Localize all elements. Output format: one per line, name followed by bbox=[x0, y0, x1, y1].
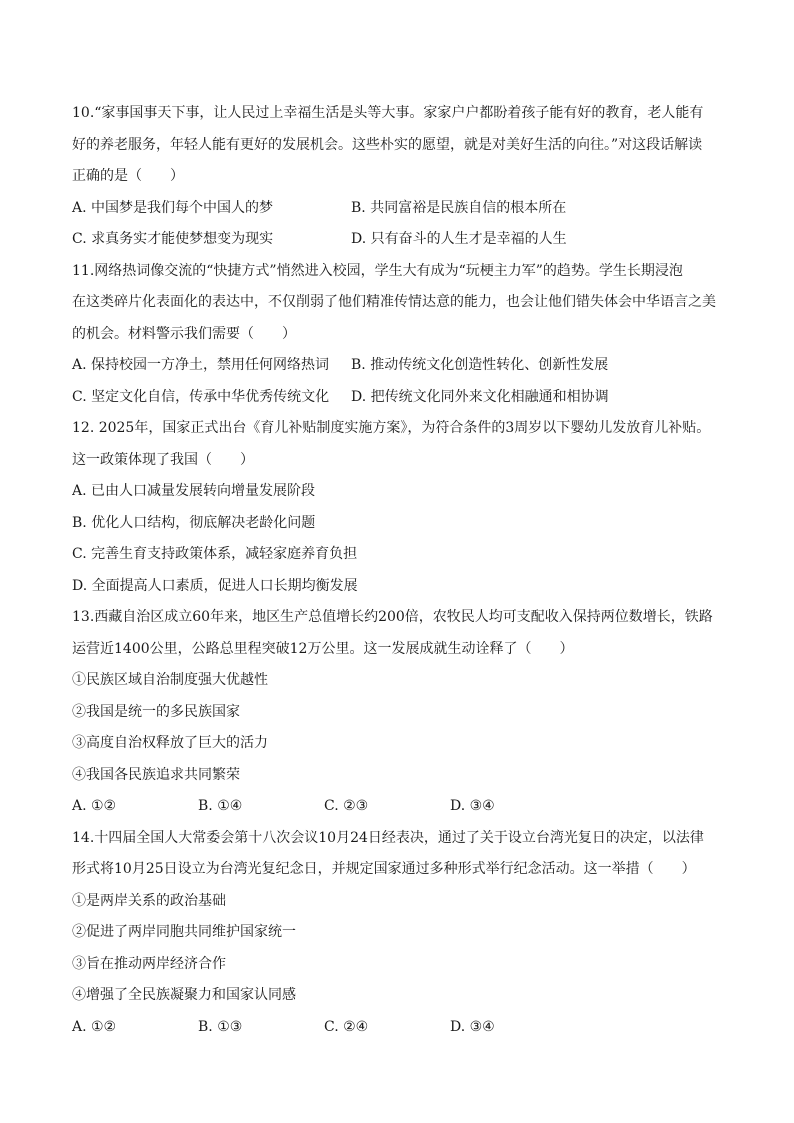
option-b[interactable]: B. ①③ bbox=[198, 1018, 243, 1035]
option-d[interactable]: D. 全面提高人口素质，促进人口长期均衡发展 bbox=[72, 577, 358, 594]
option-d[interactable]: D. 只有奋斗的人生才是幸福的人生 bbox=[351, 231, 567, 247]
option-c[interactable]: C. 求真务实才能使梦想变为现实 bbox=[72, 231, 274, 247]
options-row bbox=[72, 224, 724, 256]
question-stem-line: 13.西藏自治区成立60年来，地区生产总值增长约200倍，农牧民人均可支配收入保持两位数增长，铁路 bbox=[72, 609, 713, 625]
question-stem-line: 在这类碎片化表面化的表达中，不仅削弱了他们精准传情达意的能力，也会让他们错失体会中华语言之美 bbox=[72, 294, 716, 310]
question-stem-line: 10.“家事国事天下事，让人民过上幸福生活是头等大事。家家户户都盼着孩子能有好的教育，老人能有 bbox=[72, 105, 704, 121]
option-d[interactable]: D. ③④ bbox=[450, 1018, 495, 1035]
question-14 bbox=[72, 823, 724, 1044]
option-c[interactable]: C. 完善生育支持政策体系，减轻家庭养育负担 bbox=[72, 546, 358, 562]
statement-item: ②促进了两岸同胞共同维护国家统一 bbox=[72, 924, 296, 940]
options-row bbox=[72, 193, 724, 225]
option-b[interactable]: B. 共同富裕是民族自信的根本所在 bbox=[351, 199, 567, 216]
question-stem-line: 11.网络热词像交流的“快捷方式”悄然进入校园，学生大有成为“玩梗主力军”的趋势。学生长期浸泡 bbox=[72, 262, 683, 279]
statement-item: ③高度自治权释放了巨大的活力 bbox=[72, 735, 268, 751]
question-stem-line: 12. 2025年，国家正式出台《育儿补贴制度实施方案》，为符合条件的3周岁以下婴幼儿发放育儿补贴。 bbox=[72, 420, 711, 436]
statement-item: ④我国各民族追求共同繁荣 bbox=[72, 766, 240, 783]
options-row bbox=[72, 791, 724, 823]
question-11 bbox=[72, 256, 724, 414]
option-d[interactable]: D. 把传统文化同外来文化相融通和相协调 bbox=[351, 388, 609, 405]
statement-item: ③旨在推动两岸经济合作 bbox=[72, 955, 226, 972]
options-row bbox=[72, 1012, 724, 1044]
option-c[interactable]: C. ②④ bbox=[324, 1018, 369, 1035]
option-a[interactable]: A. 保持校园一方净土，禁用任何网络热词 bbox=[72, 357, 330, 373]
statement-item: ①是两岸关系的政治基础 bbox=[72, 892, 226, 909]
question-stem-line: 的机会。材料警示我们需要（ ） bbox=[72, 325, 296, 342]
question-10 bbox=[72, 98, 724, 256]
question-stem-line: 这一政策体现了我国（ ） bbox=[72, 451, 254, 468]
question-stem-line: 好的养老服务，年轻人能有更好的发展机会。这些朴实的愿望，就是对美好生活的向往。”对这段话解读 bbox=[72, 136, 703, 153]
option-c[interactable]: C. 坚定文化自信，传承中华优秀传统文化 bbox=[72, 388, 330, 405]
option-b[interactable]: B. ①④ bbox=[198, 798, 243, 814]
question-stem-line: 形式将10月25日设立为台湾光复纪念日，并规定国家通过多种形式举行纪念活动。这一举措（ ） bbox=[72, 861, 696, 877]
option-b[interactable]: B. 优化人口结构，彻底解决老龄化问题 bbox=[72, 514, 316, 531]
question-12 bbox=[72, 413, 724, 602]
options-row bbox=[72, 382, 724, 414]
option-a[interactable]: A. 中国梦是我们每个中国人的梦 bbox=[72, 199, 274, 216]
option-b[interactable]: B. 推动传统文化创造性转化、创新性发展 bbox=[351, 357, 609, 373]
question-13 bbox=[72, 602, 724, 823]
statement-item: ②我国是统一的多民族国家 bbox=[72, 703, 240, 720]
statement-item: ①民族区域自治制度强大优越性 bbox=[72, 672, 268, 688]
option-a[interactable]: A. ①② bbox=[72, 798, 117, 814]
option-c[interactable]: C. ②③ bbox=[324, 798, 369, 814]
option-a[interactable]: A. ①② bbox=[72, 1018, 117, 1035]
options-row bbox=[72, 350, 724, 382]
question-stem-line: 运营近1400公里，公路总里程突破12万公里。这一发展成就生动诠释了（ ） bbox=[72, 640, 574, 657]
question-stem-line: 正确的是（ ） bbox=[72, 168, 184, 184]
option-d[interactable]: D. ③④ bbox=[450, 798, 495, 814]
question-stem-line: 14.十四届全国人大常委会第十八次会议10月24日经表决，通过了关于设立台湾光复日的决定，以法律 bbox=[72, 829, 704, 846]
option-a[interactable]: A. 已由人口减量发展转向增量发展阶段 bbox=[72, 483, 316, 499]
exam-page bbox=[72, 98, 724, 1043]
statement-item: ④增强了全民族凝聚力和国家认同感 bbox=[72, 987, 296, 1003]
